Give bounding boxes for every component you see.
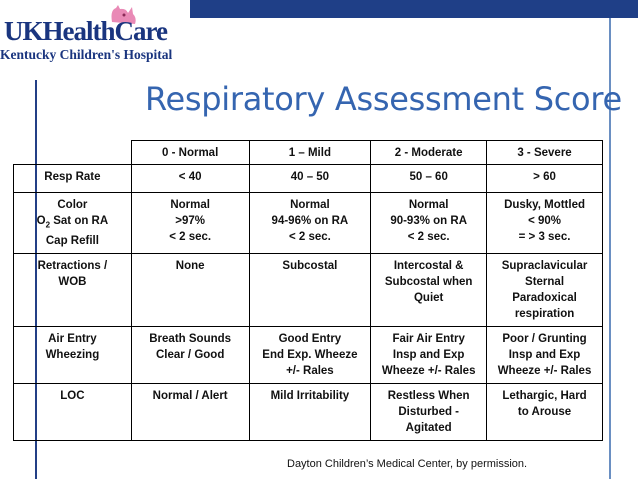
slide-title: Respiratory Assessment Score xyxy=(145,80,622,118)
cell-line: $O_2$ Sat on RA xyxy=(36,215,109,230)
cell-line: < 2 sec. xyxy=(288,231,331,243)
cell-line: Paradoxical xyxy=(512,292,577,305)
row-label xyxy=(14,327,132,384)
table-cell xyxy=(249,193,371,254)
cell-line: Agitated xyxy=(405,422,452,435)
cell-line: Insp and Exp xyxy=(392,349,465,362)
row-label xyxy=(14,193,132,254)
cell-line: Subcostal when xyxy=(384,276,473,289)
table-cell xyxy=(249,254,371,327)
cell-line: respiration xyxy=(514,308,575,321)
cell-line: Retractions / xyxy=(37,260,108,273)
cell-line: Intercostal & xyxy=(393,260,464,273)
cell-line: Insp and Exp xyxy=(508,349,581,362)
cell-line: Breath Sounds xyxy=(149,333,232,346)
cell-line: Normal xyxy=(170,199,210,211)
cell-line: Normal xyxy=(290,199,330,211)
header-blank-cell xyxy=(14,141,132,165)
cell-line: Good Entry xyxy=(278,333,342,346)
header-row xyxy=(14,141,603,165)
table-cell xyxy=(131,254,249,327)
cell-line: < 2 sec. xyxy=(169,231,212,243)
table-cell xyxy=(487,384,603,441)
table-cell xyxy=(371,193,487,254)
cell-line: > 60 xyxy=(533,171,556,183)
cell-line: Wheezing xyxy=(45,349,100,362)
cell-line: Normal / Alert xyxy=(152,390,228,403)
cell-line: 40 – 50 xyxy=(290,171,330,183)
table-cell xyxy=(249,327,371,384)
table-cell xyxy=(487,193,603,254)
column-header: 2 - Moderate xyxy=(371,141,487,165)
cell-line: < 2 sec. xyxy=(407,231,450,243)
cell-line: Subcostal xyxy=(282,260,338,273)
cell-line: Restless When xyxy=(387,390,470,403)
table-cell xyxy=(131,193,249,254)
cell-line: Normal xyxy=(408,199,449,211)
cell-line: WOB xyxy=(58,276,87,289)
table-row xyxy=(14,254,603,327)
cell-line: < 90% xyxy=(528,215,561,227)
table-cell xyxy=(249,165,371,193)
cell-line: Clear / Good xyxy=(155,349,225,362)
cell-line: Resp Rate xyxy=(44,171,101,183)
cell-line: Dusky, Mottled xyxy=(504,199,585,211)
cell-line: 50 – 60 xyxy=(409,171,448,183)
table-cell xyxy=(371,384,487,441)
column-header: 3 - Severe xyxy=(487,141,603,165)
row-label xyxy=(14,384,132,441)
table-row xyxy=(14,165,603,193)
cell-line: Lethargic, Hard xyxy=(502,390,587,403)
column-header: 0 - Normal xyxy=(131,141,249,165)
table-row xyxy=(14,327,603,384)
table-cell xyxy=(131,165,249,193)
cell-line: >97% xyxy=(175,215,206,227)
cell-line: to Arouse xyxy=(517,406,572,419)
cell-line: < 40 xyxy=(178,171,202,183)
cell-line: Poor / Grunting xyxy=(502,333,587,346)
table-cell xyxy=(371,165,487,193)
table-cell xyxy=(371,254,487,327)
row-label xyxy=(14,165,132,193)
logo xyxy=(0,0,190,80)
logo-sub-text: Kentucky Children's Hospital xyxy=(0,47,173,62)
cell-line: End Exp. Wheeze xyxy=(262,349,358,362)
cell-line: Quiet xyxy=(413,292,444,305)
cell-line: Wheeze +/- Rales xyxy=(381,365,476,378)
cell-line: +/- Rales xyxy=(286,365,334,378)
table-row xyxy=(14,384,603,441)
table-cell xyxy=(487,254,603,327)
assessment-table xyxy=(13,140,603,441)
cell-line: Cap Refill xyxy=(45,235,99,248)
row-label xyxy=(14,254,132,327)
table-row xyxy=(14,193,603,254)
caption: Dayton Children’s Medical Center, by permission. xyxy=(287,458,528,470)
logo-main-text: UKHealthCare xyxy=(4,16,167,46)
cell-line: LOC xyxy=(60,390,85,403)
cell-line: Fair Air Entry xyxy=(392,333,465,346)
table-cell xyxy=(131,384,249,441)
cell-line: Color xyxy=(57,199,88,211)
cell-line: Sternal xyxy=(525,276,565,289)
table-cell xyxy=(487,327,603,384)
table-cell xyxy=(487,165,603,193)
cell-line: Supraclavicular xyxy=(501,260,588,273)
cell-line: Mild Irritability xyxy=(270,390,350,403)
cell-line: 90-93% on RA xyxy=(390,215,467,227)
table-cell xyxy=(131,327,249,384)
cell-line: Disturbed - xyxy=(398,406,460,419)
cell-line: 94-96% on RA xyxy=(271,215,349,227)
cell-line: None xyxy=(175,260,205,273)
table-cell xyxy=(371,327,487,384)
table-body xyxy=(14,165,603,441)
table-cell xyxy=(249,384,371,441)
cell-line: Air Entry xyxy=(48,333,97,346)
cell-line: Wheeze +/- Rales xyxy=(497,365,592,378)
column-header: 1 – Mild xyxy=(249,141,371,165)
cell-line: = > 3 sec. xyxy=(518,231,571,243)
